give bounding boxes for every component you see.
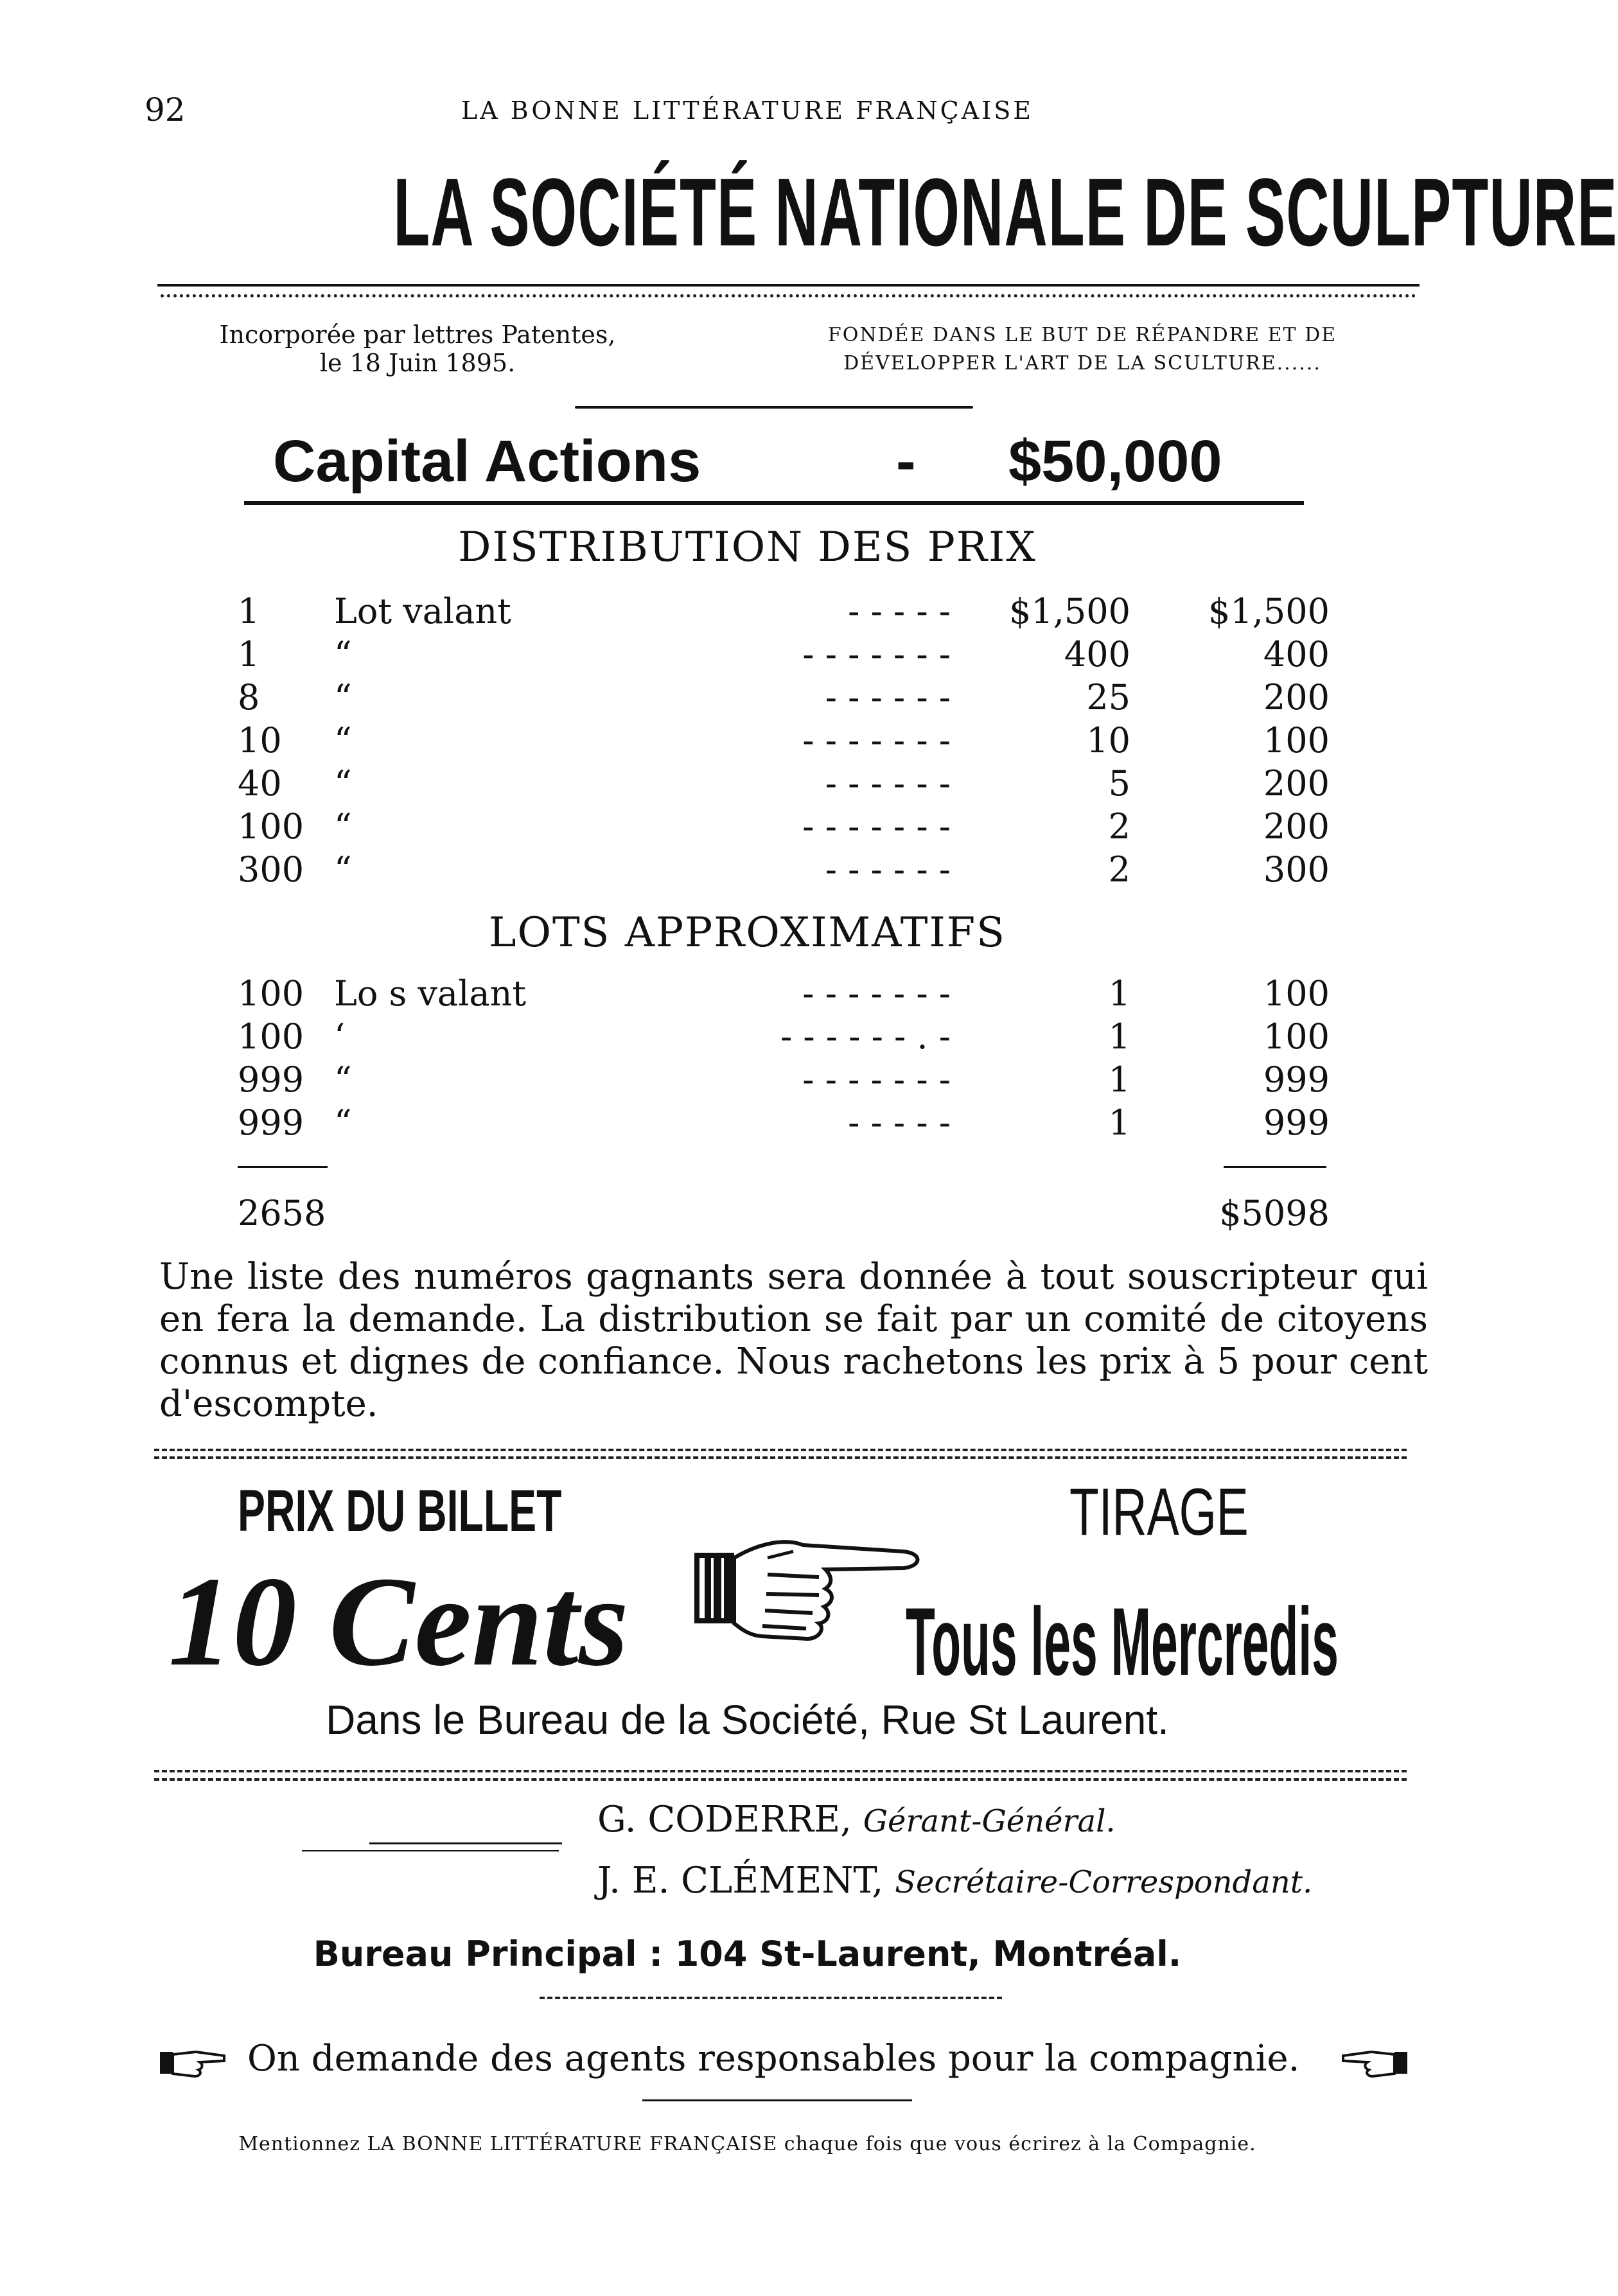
officer-clement	[597, 1860, 1312, 1902]
total-amount: $5098	[1219, 1193, 1330, 1233]
page-title: LA SOCIÉTÉ NATIONALE DE SCULPTURE	[393, 158, 1618, 266]
notice-paragraph: Une liste des numéros gagnants sera donnée à tout souscripteur qui en fera la demande. La distribution se fait par un comité de citoyens connus et dignes de confiance. Nous rachetons les prix à 5 pour cent d'escompte.	[159, 1256, 1428, 1426]
office-rule	[540, 1997, 1002, 1999]
desc-cell: Lo s valant	[334, 973, 527, 1014]
title-rule	[157, 284, 1420, 287]
signature-flourish-1	[369, 1842, 562, 1844]
desc-cell: “	[334, 634, 352, 675]
unit-cell: 2	[1108, 806, 1130, 847]
dashes-cell: - - - - -	[848, 1102, 951, 1143]
dashes-cell: - - - - - - -	[802, 720, 951, 761]
incorporation-line1: Incorporée par lettres Patentes,	[219, 321, 616, 349]
officer-name: J. E. CLÉMENT,	[597, 1860, 884, 1902]
dashes-cell: - - - - - - -	[802, 806, 951, 847]
qty-cell: 999	[238, 1059, 304, 1100]
unit-cell: 25	[1086, 677, 1130, 718]
desc-cell: “	[334, 849, 352, 890]
unit-cell: 1	[1108, 1102, 1130, 1143]
total-cell: 200	[1263, 806, 1330, 847]
officer-coderre	[597, 1799, 1116, 1841]
unit-cell: $1,500	[1009, 591, 1130, 631]
section-rule-2	[154, 1456, 1407, 1459]
total-cell: 300	[1263, 849, 1330, 890]
capital-dash: -	[896, 428, 916, 494]
unit-cell: 1	[1108, 1059, 1130, 1100]
purpose-line1: FONDÉE DANS LE BUT DE RÉPANDRE ET DE	[827, 324, 1337, 346]
pointing-hand-icon	[157, 2043, 228, 2081]
agents-rule	[642, 2099, 912, 2101]
desc-cell: Lot valant	[334, 591, 511, 631]
desc-cell: “	[334, 720, 352, 761]
desc-cell: “	[334, 1102, 352, 1143]
total-cell: 400	[1263, 634, 1330, 675]
page-number: 92	[145, 91, 186, 128]
total-cell: 200	[1263, 763, 1330, 804]
qty-cell: 100	[238, 806, 304, 847]
section-rule-1	[154, 1449, 1407, 1451]
unit-cell: 5	[1108, 763, 1130, 804]
approx-heading: LOTS APPROXIMATIFS	[488, 909, 1007, 957]
qty-cell: 1	[238, 634, 260, 675]
draw-day: Tous les Mercredis	[906, 1587, 1339, 1695]
desc-cell: “	[334, 1059, 352, 1100]
unit-cell: 1	[1108, 973, 1130, 1014]
distribution-heading: DISTRIBUTION DES PRIX	[458, 524, 1037, 571]
main-office: Bureau Principal : 104 St-Laurent, Montréal.	[313, 1934, 1182, 1974]
pointing-hand-icon	[690, 1513, 928, 1651]
incorporation-note	[167, 321, 668, 377]
purpose-note	[742, 321, 1423, 377]
location-rule-2	[154, 1778, 1407, 1781]
unit-cell: 400	[1064, 634, 1130, 675]
dashes-cell: - - - - -	[848, 591, 951, 631]
qty-cell: 100	[238, 1016, 304, 1057]
qty-cell: 40	[238, 763, 282, 804]
total-cell: 100	[1263, 1016, 1330, 1057]
signature-flourish-2	[302, 1850, 559, 1851]
qty-cell: 1	[238, 591, 260, 631]
total-cell: 200	[1263, 677, 1330, 718]
location-rule-1	[154, 1770, 1407, 1772]
price-label: PRIX DU BILLET	[238, 1478, 562, 1544]
total-cell: 100	[1263, 720, 1330, 761]
qty-cell: 10	[238, 720, 282, 761]
total-qty: 2658	[238, 1193, 326, 1233]
title-dotted-rule	[161, 294, 1416, 297]
purpose-line2: DÉVELOPPER L'ART DE LA SCULTURE......	[843, 351, 1321, 375]
running-title: LA BONNE LITTÉRATURE FRANÇAISE	[461, 96, 1033, 125]
unit-cell: 1	[1108, 1016, 1130, 1057]
desc-cell: “	[334, 763, 352, 804]
location-line: Dans le Bureau de la Société, Rue St Laurent.	[326, 1697, 1169, 1743]
incorporation-line2: le 18 Juin 1895.	[319, 348, 516, 377]
officer-name: G. CODERRE,	[597, 1799, 852, 1841]
capital-amount: $50,000	[1008, 428, 1222, 494]
dashes-cell: - - - - - -	[825, 677, 951, 718]
total-rule-right	[1224, 1166, 1326, 1168]
total-cell: 100	[1263, 973, 1330, 1014]
unit-cell: 2	[1108, 849, 1130, 890]
officer-title: Secrétaire-Correspondant.	[895, 1864, 1313, 1900]
dashes-cell: - - - - - - -	[802, 1059, 951, 1100]
desc-cell: “	[334, 677, 352, 718]
total-cell: 999	[1263, 1102, 1330, 1143]
total-rule-left	[238, 1166, 328, 1168]
dashes-cell: - - - - - - -	[802, 634, 951, 675]
ticket-price: 10 Cents	[168, 1551, 629, 1693]
total-cell: $1,500	[1208, 591, 1330, 631]
dashes-cell: - - - - - - . -	[780, 1016, 951, 1057]
dashes-cell: - - - - - -	[825, 849, 951, 890]
officer-title: Gérant-Général.	[863, 1803, 1116, 1839]
qty-cell: 100	[238, 973, 304, 1014]
total-cell: 999	[1263, 1059, 1330, 1100]
unit-cell: 10	[1086, 720, 1130, 761]
footer-note: Mentionnez LA BONNE LITTÉRATURE FRANÇAISE chaque fois que vous écrirez à la Compagnie.	[238, 2133, 1256, 2155]
qty-cell: 8	[238, 677, 260, 718]
desc-cell: “	[334, 806, 352, 847]
qty-cell: 999	[238, 1102, 304, 1143]
draw-label: TIRAGE	[1069, 1475, 1249, 1550]
capital-rule	[244, 501, 1304, 505]
qty-cell: 300	[238, 849, 304, 890]
capital-label: Capital Actions	[273, 428, 701, 494]
desc-cell: ‘	[334, 1016, 346, 1057]
agents-notice: On demande des agents responsables pour la compagnie.	[247, 2038, 1300, 2080]
dashes-cell: - - - - - - -	[802, 973, 951, 1014]
dashes-cell: - - - - - -	[825, 763, 951, 804]
swash-rule	[575, 406, 973, 409]
pointing-hand-left-icon	[1339, 2043, 1410, 2081]
